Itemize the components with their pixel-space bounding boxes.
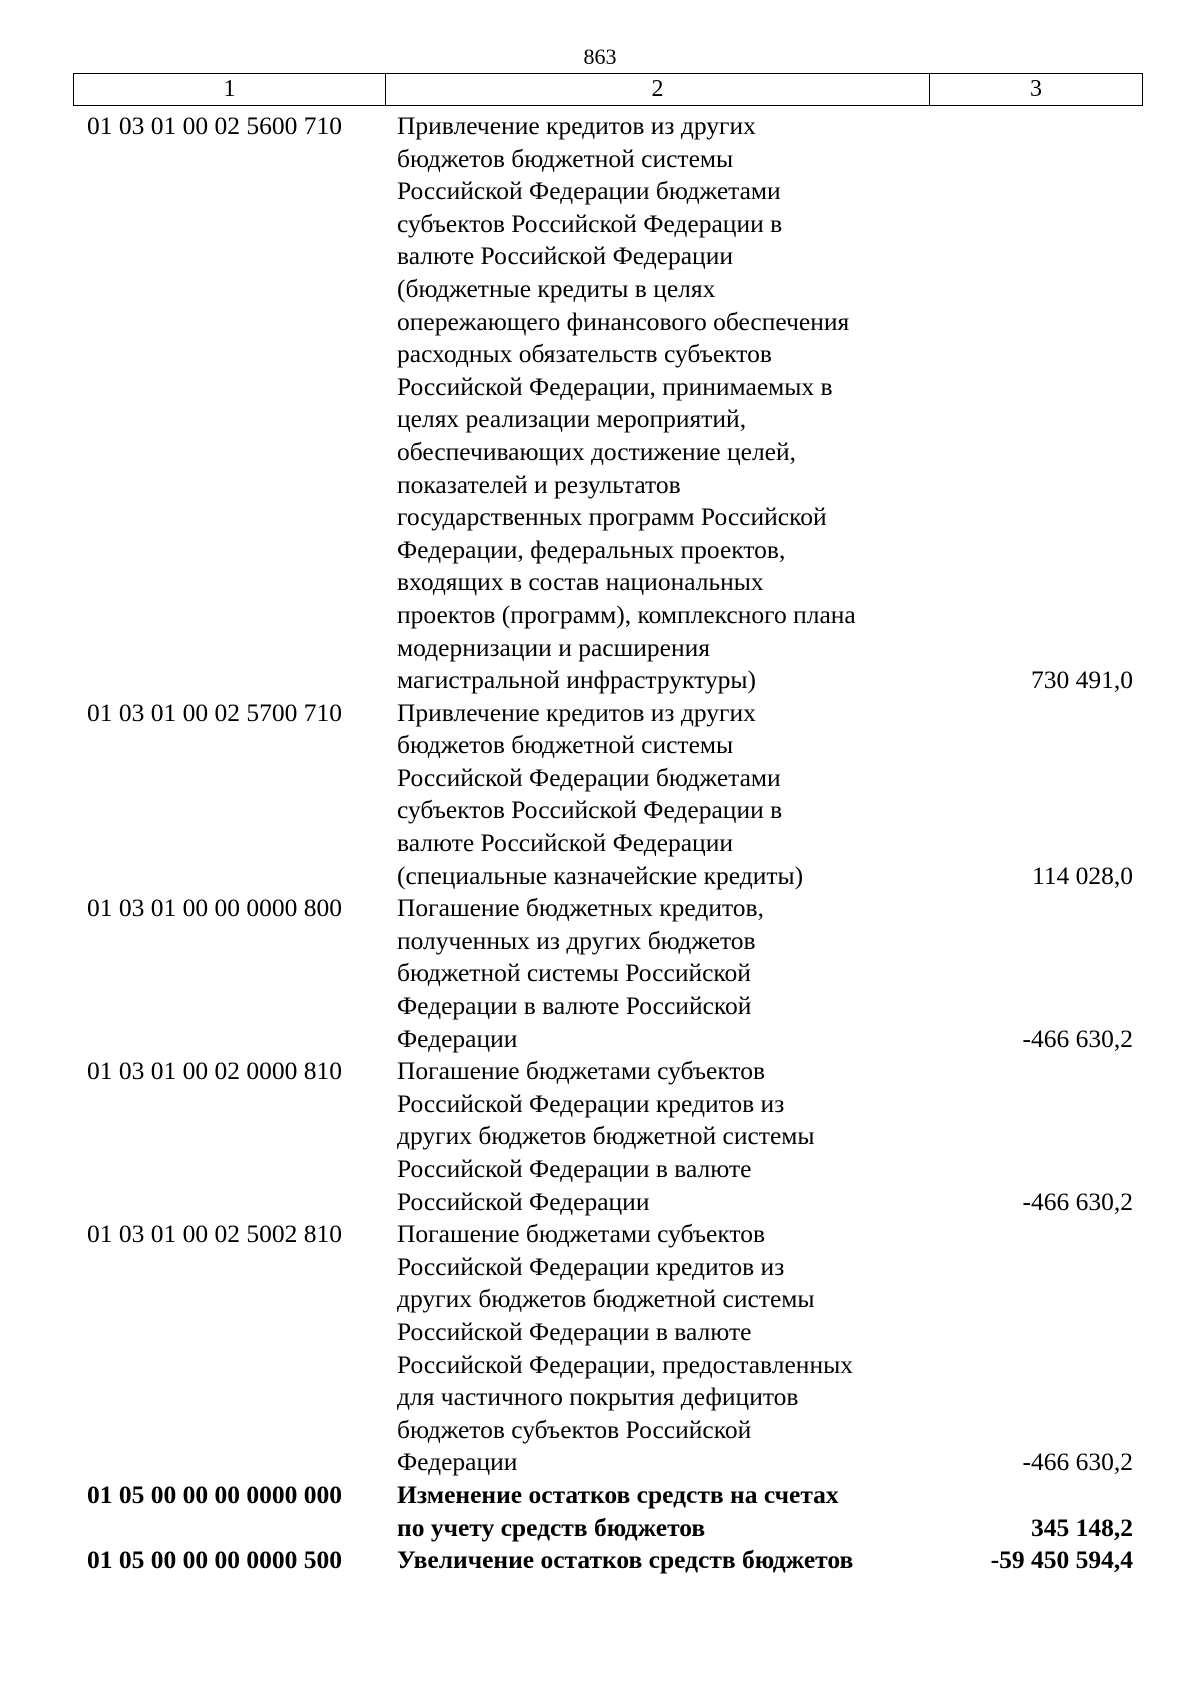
budget-code: 01 03 01 00 02 5002 810	[87, 1219, 342, 1249]
row-description	[385, 1218, 929, 1479]
description-line: полученных из других бюджетов	[397, 925, 756, 955]
row-amount	[929, 1055, 1143, 1218]
amount-value: -466 630,2	[1022, 1447, 1133, 1477]
description-line: Погашение бюджетами субъектов	[397, 1219, 766, 1249]
description-line: субъектов Российской Федерации в	[397, 208, 783, 238]
description-line: Привлечение кредитов из других	[397, 111, 756, 140]
amount-value: 114 028,0	[1031, 860, 1133, 890]
row-amount	[929, 110, 1143, 697]
description-line: Изменение остатков средств на счетах	[397, 1479, 839, 1509]
description-line: бюджетов бюджетной системы	[397, 143, 734, 173]
description-line: Российской Федерации кредитов из	[397, 1251, 785, 1281]
description-line: Российской Федерации кредитов из	[397, 1088, 785, 1118]
row-amount	[929, 1479, 1143, 1544]
amount-value: 345 148,2	[1031, 1512, 1133, 1542]
row-description	[385, 1479, 929, 1544]
description-line: Увеличение остатков средств бюджетов	[397, 1545, 854, 1575]
description-line: Российской Федерации, предоставленных	[397, 1349, 853, 1379]
budget-code: 01 05 00 00 00 0000 000	[87, 1479, 342, 1509]
amount-value: -59 450 594,4	[990, 1545, 1133, 1575]
description-line: Российской Федерации бюджетами	[397, 176, 781, 206]
description-line: валюте Российской Федерации	[397, 241, 733, 271]
budget-code: 01 03 01 00 02 0000 810	[87, 1056, 342, 1086]
description-line: государственных программ Российской	[397, 502, 827, 532]
amount-value: 730 491,0	[1031, 665, 1133, 695]
description-line: (специальные казначейские кредиты)	[397, 860, 804, 890]
description-line: опережающего финансового обеспечения	[397, 306, 850, 336]
description-line: Привлечение кредитов из других	[397, 697, 756, 727]
description-line: бюджетной системы Российской	[397, 958, 751, 988]
description-line: Российской Федерации, принимаемых в	[397, 371, 833, 401]
description-line: обеспечивающих достижение целей,	[397, 436, 797, 466]
table-row	[73, 110, 1143, 697]
table-row	[73, 697, 1143, 893]
description-line: расходных обязательств субъектов	[397, 339, 772, 369]
amount-value: -466 630,2	[1022, 1186, 1133, 1216]
description-line: проектов (программ), комплексного плана	[397, 599, 856, 629]
description-line: входящих в состав национальных	[397, 567, 764, 597]
description-line: Погашение бюджетных кредитов,	[397, 893, 764, 923]
description-line: Федерации	[397, 1447, 518, 1477]
description-line: Российской Федерации	[397, 1186, 650, 1216]
description-line: Федерации	[397, 1023, 518, 1053]
description-line: других бюджетов бюджетной системы	[397, 1121, 815, 1151]
description-line: субъектов Российской Федерации в	[397, 795, 783, 825]
description-line: других бюджетов бюджетной системы	[397, 1284, 815, 1314]
description-line: Федерации в валюте Российской	[397, 991, 752, 1021]
page-number: 863	[583, 44, 617, 69]
description-line: показателей и результатов	[397, 469, 681, 499]
description-line: валюте Российской Федерации	[397, 828, 733, 858]
header-col-3: 3	[1030, 76, 1042, 102]
description-line: Федерации, федеральных проектов,	[397, 534, 786, 564]
table-body	[73, 110, 1143, 1577]
row-description	[385, 892, 929, 1055]
budget-code: 01 03 01 00 00 0000 800	[87, 893, 342, 923]
row-amount	[929, 1544, 1143, 1577]
row-amount	[929, 697, 1143, 893]
row-description	[385, 110, 929, 697]
table-row	[73, 1055, 1143, 1218]
description-line: бюджетов бюджетной системы	[397, 730, 734, 760]
budget-code: 01 03 01 00 02 5600 710	[87, 111, 342, 140]
table-header	[73, 73, 1143, 106]
description-line: Погашение бюджетами субъектов	[397, 1056, 766, 1086]
row-amount	[929, 892, 1143, 1055]
description-line: Российской Федерации в валюте	[397, 1154, 752, 1183]
description-line: (бюджетные кредиты в целях	[397, 273, 716, 303]
table-row	[73, 1479, 1143, 1544]
header-col-2: 2	[386, 74, 930, 105]
description-line: модернизации и расширения	[397, 632, 710, 662]
description-line: Российской Федерации бюджетами	[397, 762, 781, 792]
row-description	[385, 697, 929, 893]
table-row	[73, 1544, 1143, 1577]
description-line: для частичного покрытия дефицитов	[397, 1382, 799, 1412]
row-description	[385, 1544, 929, 1577]
budget-code: 01 05 00 00 00 0000 500	[87, 1545, 342, 1575]
table-row	[73, 892, 1143, 1055]
description-line: магистральной инфраструктуры)	[397, 665, 757, 695]
description-line: по учету средств бюджетов	[397, 1512, 706, 1542]
row-amount	[929, 1218, 1143, 1479]
description-line: бюджетов субъектов Российской	[397, 1414, 752, 1444]
header-col-1: 1	[74, 74, 386, 105]
description-line: Российской Федерации в валюте	[397, 1316, 752, 1346]
budget-code: 01 03 01 00 02 5700 710	[87, 697, 342, 727]
description-line: целях реализации мероприятий,	[397, 404, 747, 434]
row-description	[385, 1055, 929, 1218]
table-row	[73, 1218, 1143, 1479]
amount-value: -466 630,2	[1022, 1023, 1133, 1053]
